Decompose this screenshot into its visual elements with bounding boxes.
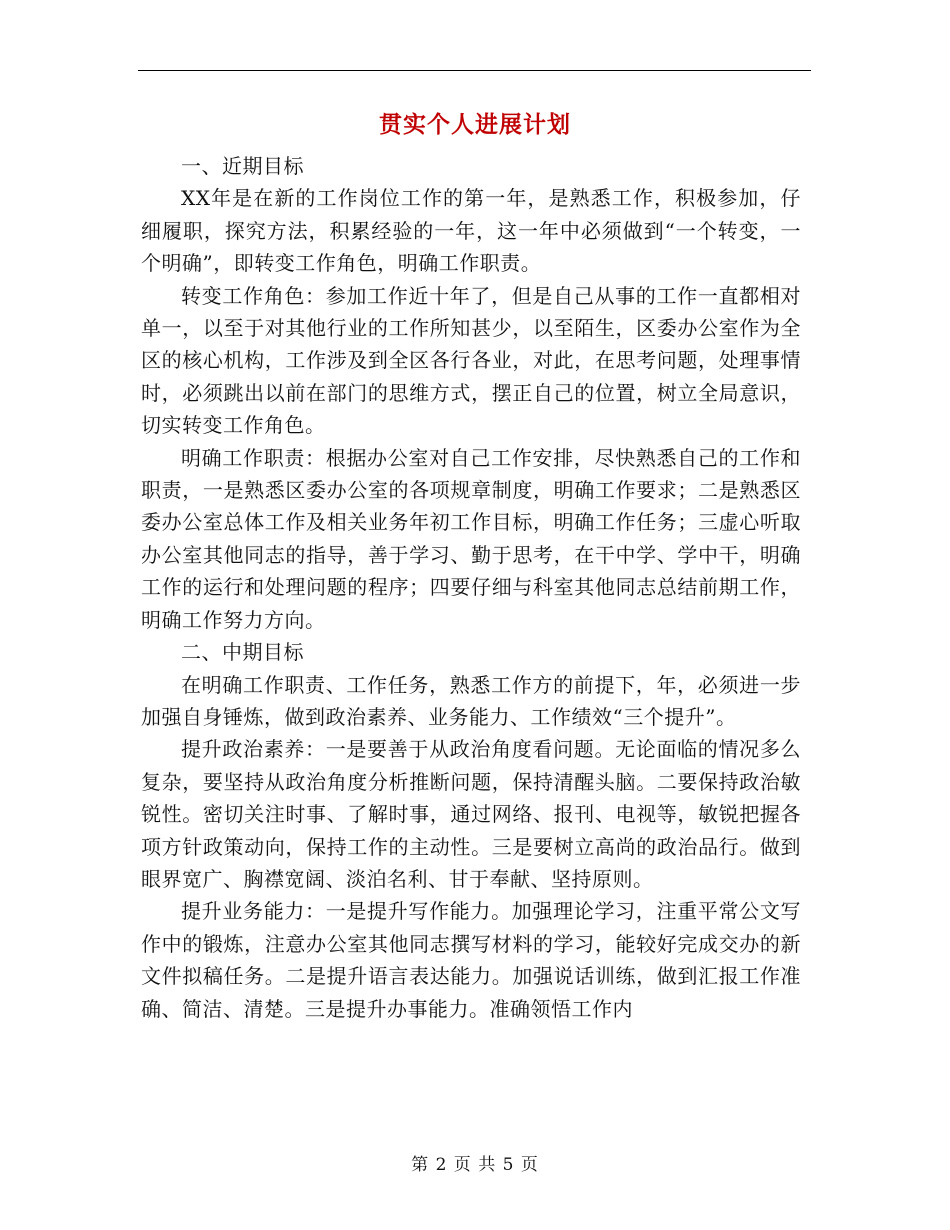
paragraph: 提升业务能力：一是提升写作能力。加强理论学习，注重平常公文写作中的锻炼，注意办公室其他同志撰写材料的学习，能较好完成交办的新文件拟稿任务。二是提升语言表达能力。加强说话训练，做到汇报工作准确、简洁、清楚。三是提升办事能力。准确领悟工作内	[141, 899, 801, 1021]
document-body	[141, 150, 801, 1025]
paragraph: 提升政治素养：一是要善于从政治角度看问题。无论面临的情况多么复杂，要坚持从政治角度分析推断问题，保持清醒头脑。二要保持政治敏锐性。密切关注时事、了解时事，通过网络、报刊、电视等，敏锐把握各项方针政策动向，保持工作的主动性。三是要树立高尚的政治品行。做到眼界宽广、胸襟宽阔、淡泊名利、甘于奉献、坚持原则。	[141, 737, 801, 891]
section-heading-short-term: 一、近期目标	[181, 154, 304, 178]
paragraph: 明确工作职责：根据办公室对自己工作安排，尽快熟悉自己的工作和职责，一是熟悉区委办公室的各项规章制度，明确工作要求；二是熟悉区委办公室总体工作及相关业务年初工作目标，明确工作任务；三虚心听取办公室其他同志的指导，善于学习、勤于思考，在干中学、学中干，明确工作的运行和处理问题的程序；四要仔细与科室其他同志总结前期工作，明确工作努力方向。	[141, 445, 801, 632]
paragraph: XX年是在新的工作岗位工作的第一年，是熟悉工作，积极参加，仔细履职，探究方法，积累经验的一年，这一年中必须做到“一个转变，一个明确”，即转变工作角色，明确工作职责。	[141, 186, 801, 276]
document-title: 贯实个人进展计划	[379, 111, 571, 138]
paragraph: 转变工作角色：参加工作近十年了，但是自己从事的工作一直都相对单一，以至于对其他行业的工作所知甚少，以至陌生，区委办公室作为全区的核心机构，工作涉及到全区各行各业，对此，在思考问题，处理事情时，必须跳出以前在部门的思维方式，摆正自己的位置，树立全局意识，切实转变工作角色。	[141, 283, 801, 438]
header-rule	[138, 70, 811, 71]
section-heading-mid-term: 二、中期目标	[181, 640, 304, 665]
page-number-footer: 第 2 页 共 5 页	[411, 1155, 539, 1175]
paragraph: 在明确工作职责、工作任务，熟悉工作方的前提下，年，必须进一步加强自身锤炼，做到政治素养、业务能力、工作绩效“三个提升”。	[141, 672, 801, 729]
